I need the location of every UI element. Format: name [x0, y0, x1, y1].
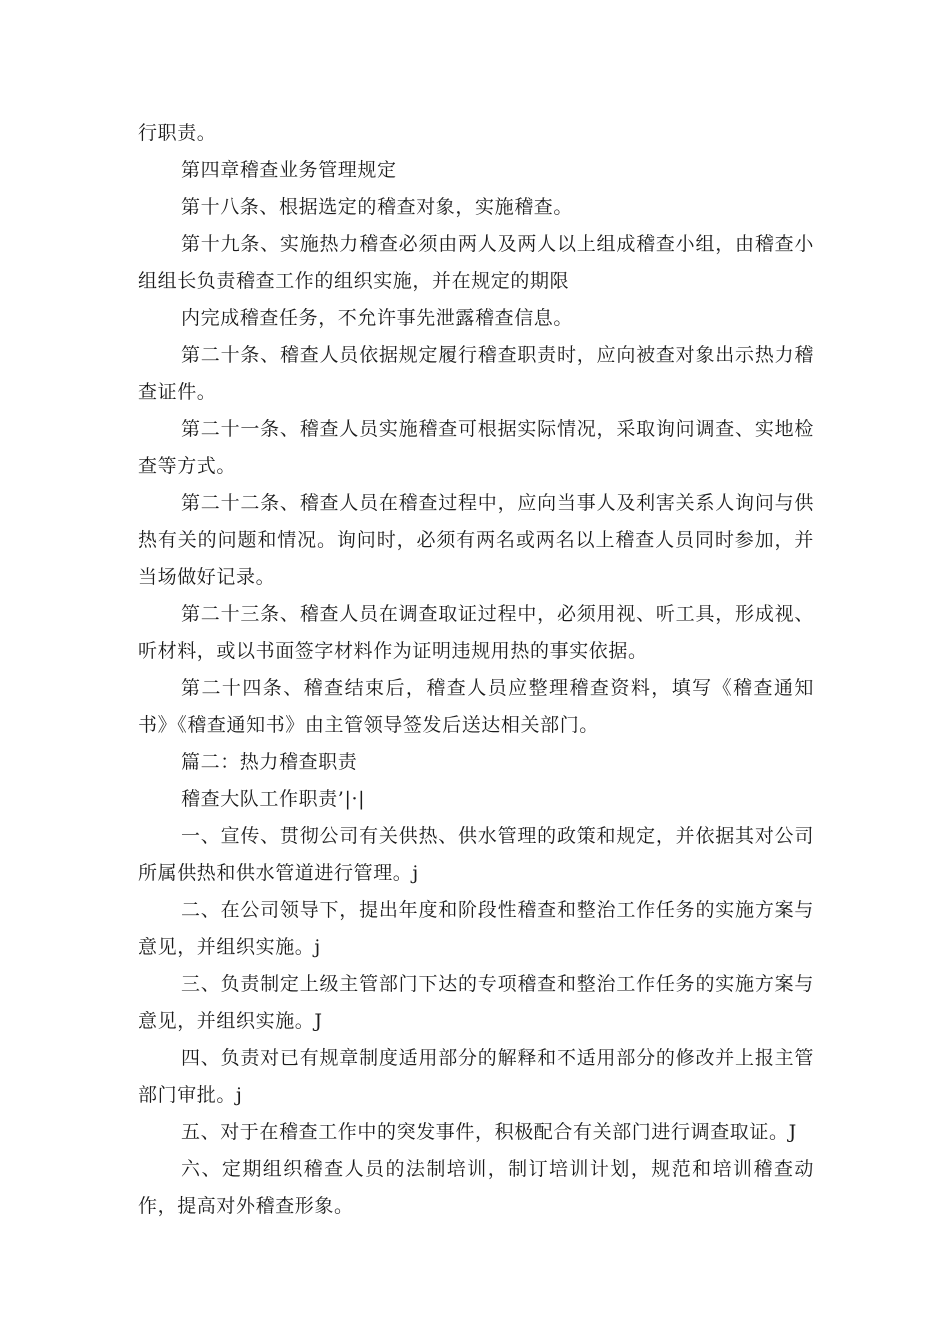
- chapter-heading: 第四章稽查业务管理规定: [181, 159, 397, 181]
- paragraph: 行职责。: [138, 122, 217, 144]
- subsection-heading: 稽查大队工作职责’|·|: [181, 788, 366, 810]
- list-item: 一、宣传、贯彻公司有关供热、供水管理的政策和规定，并依据其对公司所属供热和供水管道进行管理。j: [138, 825, 814, 884]
- list-item: 五、对于在稽查工作中的突发事件，积极配合有关部门进行调查取证。J: [181, 1121, 797, 1143]
- paragraph: 第二十条、稽查人员依据规定履行稽查职责时，应向被查对象出示热力稽查证件。: [138, 344, 814, 403]
- section-heading: 篇二：热力稽查职责: [181, 751, 358, 773]
- document-page: [138, 115, 814, 1225]
- list-item: 二、在公司领导下，提出年度和阶段性稽查和整治工作任务的实施方案与意见，并组织实施。j: [138, 899, 814, 958]
- paragraph: 第二十一条、稽查人员实施稽查可根据实际情况，采取询问调查、实地检查等方式。: [138, 418, 814, 477]
- list-item: 三、负责制定上级主管部门下达的专项稽查和整治工作任务的实施方案与意见，并组织实施。J: [138, 973, 814, 1032]
- list-item: 四、负责对已有规章制度适用部分的解释和不适用部分的修改并上报主管部门审批。j: [138, 1047, 814, 1106]
- paragraph: 第二十三条、稽查人员在调查取证过程中，必须用视、听工具，形成视、听材料，或以书面签字材料作为证明违规用热的事实依据。: [138, 603, 814, 662]
- paragraph: 内完成稽查任务，不允许事先泄露稽查信息。: [181, 307, 574, 329]
- paragraph: 第十八条、根据选定的稽查对象，实施稽查。: [181, 196, 574, 218]
- paragraph: 第二十四条、稽查结束后，稽查人员应整理稽查资料，填写《稽查通知书》《稽查通知书》由主管领导签发后送达相关部门。: [138, 677, 814, 736]
- paragraph: 第二十二条、稽查人员在稽查过程中，应向当事人及利害关系人询问与供热有关的问题和情况。询问时，必须有两名或两名以上稽查人员同时参加，并当场做好记录。: [138, 492, 814, 588]
- paragraph: 第十九条、实施热力稽查必须由两人及两人以上组成稽查小组，由稽查小组组长负责稽查工作的组织实施，并在规定的期限: [138, 233, 814, 292]
- list-item: 六、定期组织稽查人员的法制培训，制订培训计划，规范和培训稽查动作，提高对外稽查形象。: [138, 1158, 814, 1217]
